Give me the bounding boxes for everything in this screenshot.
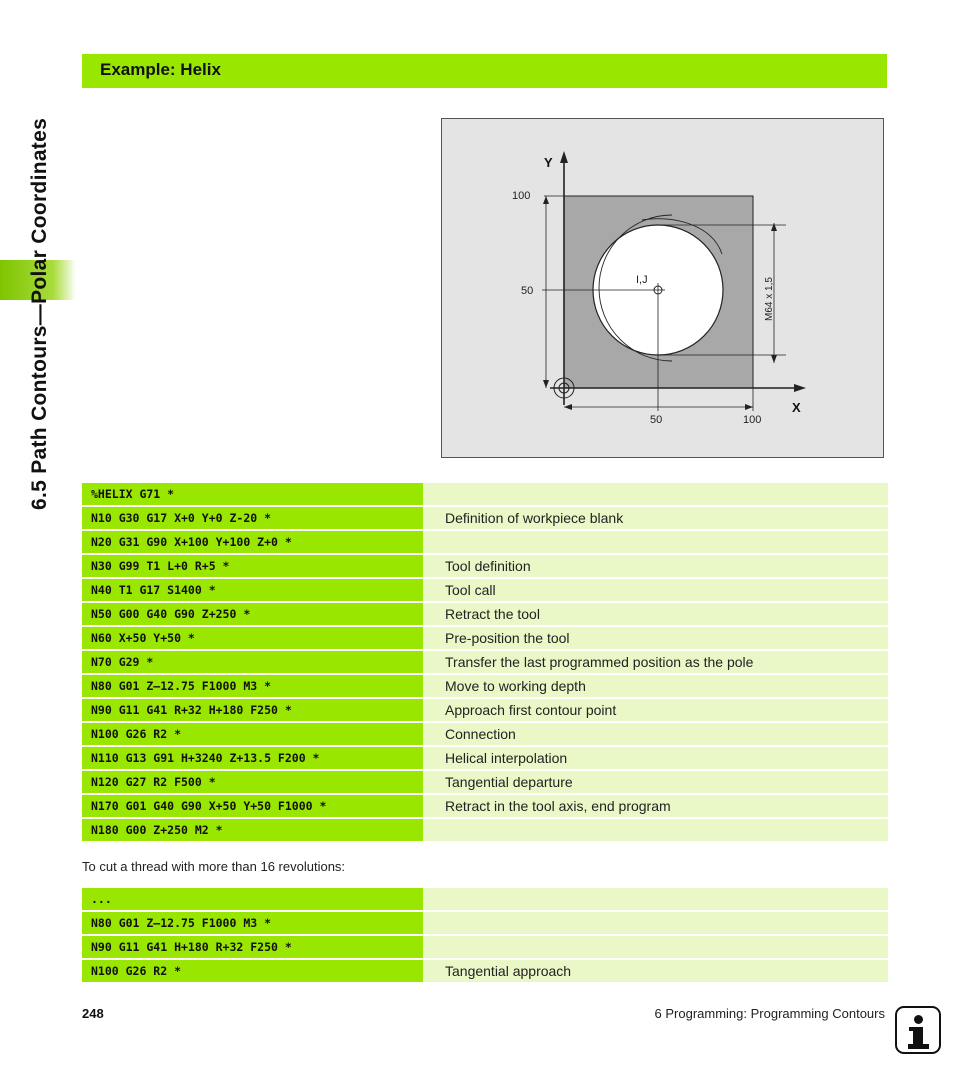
nc-description — [423, 483, 888, 505]
chapter-side-title: 6.5 Path Contours—Polar Coordinates — [28, 117, 51, 510]
nc-code: N10 G30 G17 X+0 Y+0 Z-20 * — [82, 507, 423, 529]
nc-description: Helical interpolation — [423, 747, 888, 769]
nc-description: Pre-position the tool — [423, 627, 888, 649]
program-row — [82, 771, 888, 793]
y100-arrow-bottom — [543, 380, 549, 388]
y-tick-100: 100 — [512, 190, 531, 202]
program-row — [82, 507, 888, 529]
section-header — [82, 54, 887, 88]
thread-arrow-bottom — [771, 355, 777, 363]
program-table — [82, 483, 888, 843]
helix-diagram — [441, 118, 884, 458]
thread-label: M64 x 1,5 — [764, 277, 775, 321]
chapter-title: 6 Programming: Programming Contours — [654, 1006, 885, 1021]
program-row — [82, 936, 888, 958]
nc-code: N90 G11 G41 R+32 H+180 F250 * — [82, 699, 423, 721]
program-row — [82, 795, 888, 817]
x100-arrow-right — [745, 404, 753, 410]
nc-code: N60 X+50 Y+50 * — [82, 627, 423, 649]
nc-description: Retract the tool — [423, 603, 888, 625]
nc-description — [423, 888, 888, 910]
diagram-canvas — [442, 119, 883, 457]
x100-arrow-left — [564, 404, 572, 410]
pole-label: I,J — [636, 274, 648, 286]
y-axis-arrow — [560, 151, 568, 163]
nc-description: Retract in the tool axis, end program — [423, 795, 888, 817]
nc-code: N90 G11 G41 H+180 R+32 F250 * — [82, 936, 423, 958]
nc-code: N20 G31 G90 X+100 Y+100 Z+0 * — [82, 531, 423, 553]
thread-note: To cut a thread with more than 16 revolutions: — [82, 859, 346, 874]
nc-code: N30 G99 T1 L+0 R+5 * — [82, 555, 423, 577]
program-row — [82, 960, 888, 982]
x-axis-label: X — [792, 400, 801, 415]
nc-code: N40 T1 G17 S1400 * — [82, 579, 423, 601]
program-row — [82, 747, 888, 769]
nc-description: Definition of workpiece blank — [423, 507, 888, 529]
x-axis-arrow — [794, 384, 806, 392]
nc-description: Move to working depth — [423, 675, 888, 697]
program-table-2 — [82, 888, 888, 984]
nc-code: N110 G13 G91 H+3240 Z+13.5 F200 * — [82, 747, 423, 769]
program-row — [82, 699, 888, 721]
program-row — [82, 912, 888, 934]
nc-code: N170 G01 G40 G90 X+50 Y+50 F1000 * — [82, 795, 423, 817]
program-row — [82, 627, 888, 649]
nc-description: Transfer the last programmed position as the pole — [423, 651, 888, 673]
section-title: Example: Helix — [100, 60, 221, 79]
nc-code: ... — [82, 888, 423, 910]
nc-description: Tangential approach — [423, 960, 888, 982]
nc-code: N120 G27 R2 F500 * — [82, 771, 423, 793]
nc-code: N180 G00 Z+250 M2 * — [82, 819, 423, 841]
nc-code: N100 G26 R2 * — [82, 960, 423, 982]
program-row — [82, 531, 888, 553]
x-tick-50: 50 — [650, 414, 663, 426]
program-row — [82, 579, 888, 601]
program-row — [82, 651, 888, 673]
program-row — [82, 603, 888, 625]
thread-arrow-top — [771, 223, 777, 231]
program-row — [82, 723, 888, 745]
nc-code: N80 G01 Z‒12.75 F1000 M3 * — [82, 912, 423, 934]
nc-description: Connection — [423, 723, 888, 745]
nc-description: Tool call — [423, 579, 888, 601]
nc-description — [423, 936, 888, 958]
nc-code: N80 G01 Z‒12.75 F1000 M3 * — [82, 675, 423, 697]
info-icon — [895, 1006, 941, 1054]
nc-code: %HELIX G71 * — [82, 483, 423, 505]
nc-description — [423, 912, 888, 934]
y-axis-label: Y — [544, 155, 553, 170]
y-tick-50: 50 — [521, 285, 534, 297]
nc-code: N50 G00 G40 G90 Z+250 * — [82, 603, 423, 625]
program-row — [82, 819, 888, 841]
nc-description — [423, 819, 888, 841]
nc-description: Approach first contour point — [423, 699, 888, 721]
program-row — [82, 675, 888, 697]
nc-description: Tool definition — [423, 555, 888, 577]
program-row — [82, 555, 888, 577]
x-tick-100: 100 — [743, 414, 762, 426]
nc-description — [423, 531, 888, 553]
program-row — [82, 888, 888, 910]
program-row — [82, 483, 888, 505]
y100-arrow-top — [543, 196, 549, 204]
nc-code: N100 G26 R2 * — [82, 723, 423, 745]
page-number: 248 — [82, 1006, 104, 1021]
nc-code: N70 G29 * — [82, 651, 423, 673]
nc-description: Tangential departure — [423, 771, 888, 793]
